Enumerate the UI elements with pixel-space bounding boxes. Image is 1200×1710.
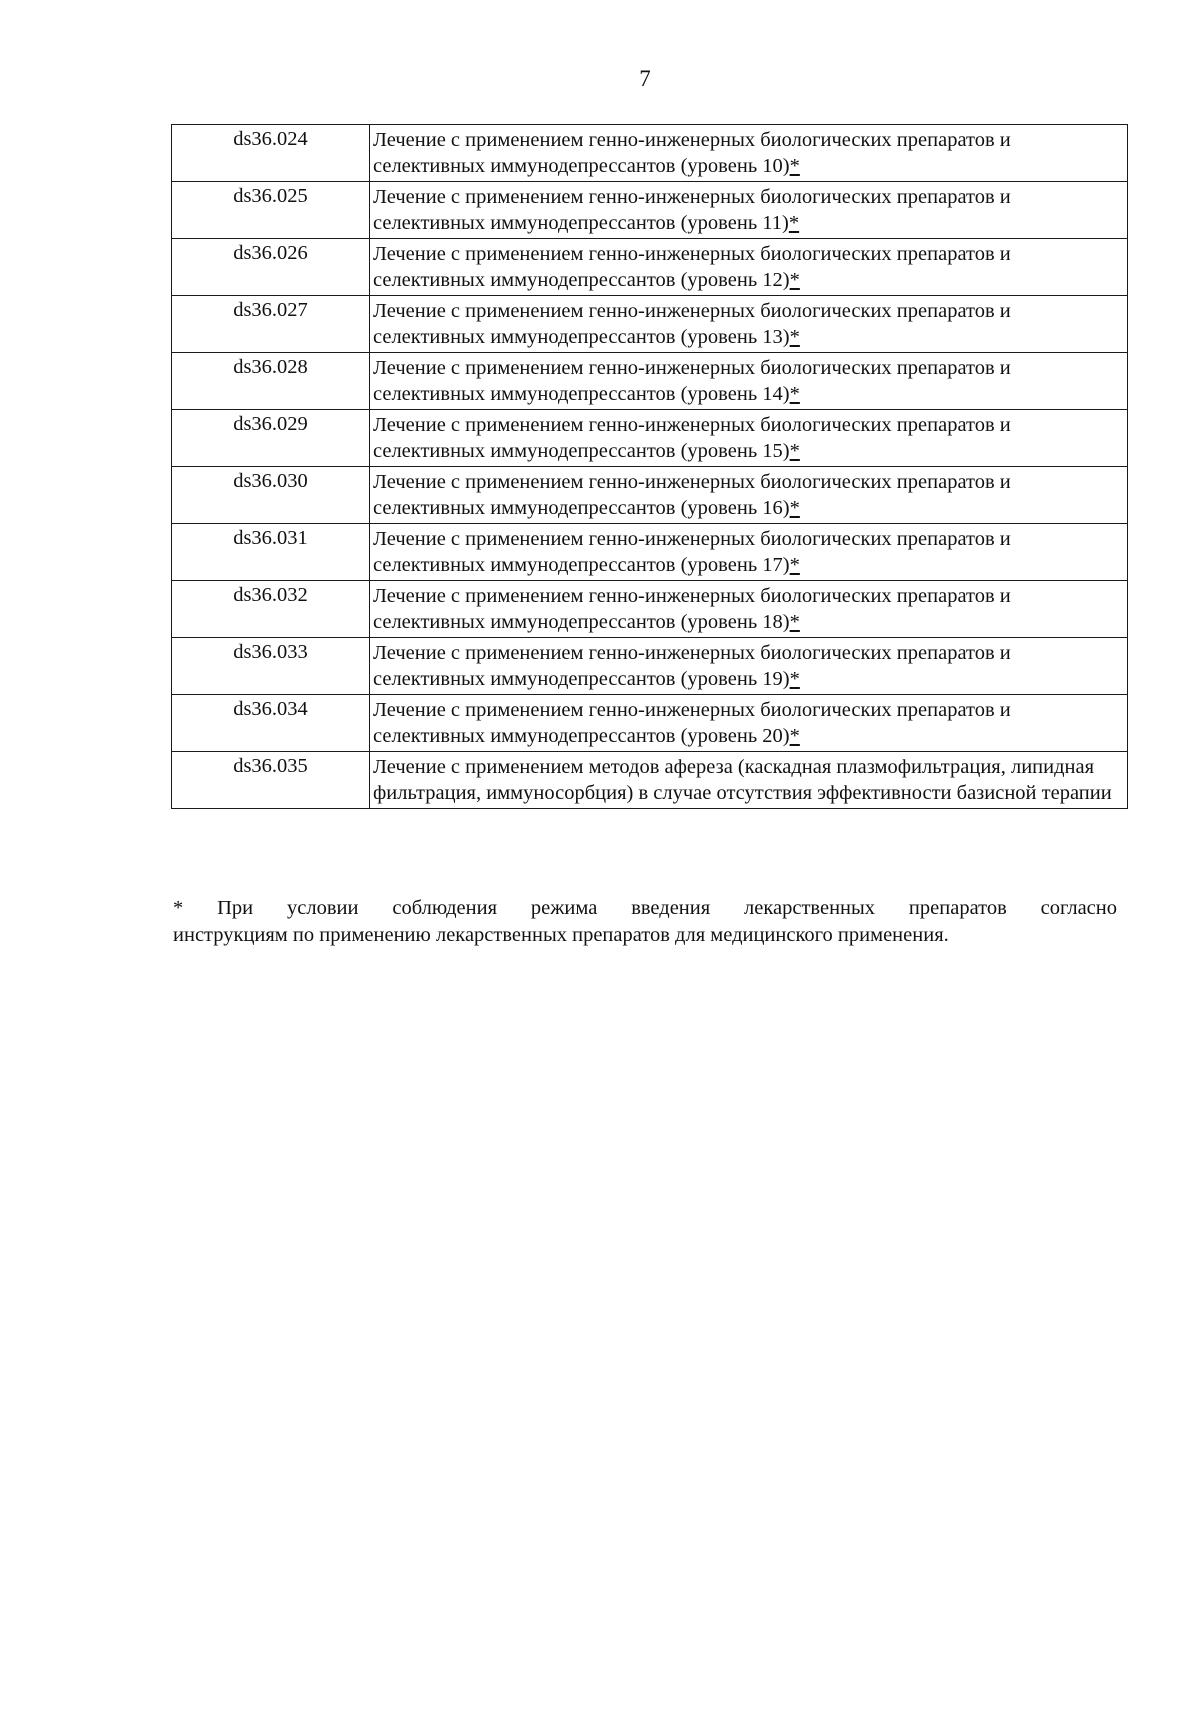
description-line: селективных иммунодепрессантов (уровень 15) — [373, 440, 790, 462]
footnote-marker: * — [789, 383, 800, 405]
description-line: Лечение с применением генно-инженерных биологических препаратов и — [373, 471, 1011, 493]
description-line: Лечение с применением генно-инженерных биологических препаратов и — [373, 129, 1011, 151]
table-row — [172, 524, 1128, 581]
row-code: ds36.030 — [172, 467, 370, 524]
row-code: ds36.032 — [172, 581, 370, 638]
row-description — [370, 296, 1128, 353]
description-line: селективных иммунодепрессантов (уровень 16) — [373, 497, 790, 519]
table-row — [172, 581, 1128, 638]
table-row — [172, 125, 1128, 182]
page-number: 7 — [639, 66, 651, 91]
footnote-line: инструкциям по применению лекарственных препаратов для медицинского применения. — [173, 924, 949, 946]
footnote-marker: * — [789, 440, 800, 462]
description-line: селективных иммунодепрессантов (уровень 17) — [373, 554, 790, 576]
footnote-marker: * — [788, 212, 800, 234]
row-description — [370, 410, 1128, 467]
footnote-marker: * — [789, 269, 800, 291]
table-row — [172, 182, 1128, 239]
footnote-marker: * — [789, 668, 800, 690]
description-line: Лечение с применением генно-инженерных биологических препаратов и — [373, 528, 1011, 550]
table-row — [172, 638, 1128, 695]
description-line: Лечение с применением генно-инженерных биологических препаратов и — [373, 357, 1011, 379]
footnote-marker: * — [789, 155, 800, 177]
row-code: ds36.027 — [172, 296, 370, 353]
table-row — [172, 695, 1128, 752]
row-code: ds36.035 — [172, 752, 370, 809]
row-description — [370, 524, 1128, 581]
description-line: селективных иммунодепрессантов (уровень 18) — [373, 611, 790, 633]
description-line: Лечение с применением генно-инженерных биологических препаратов и — [373, 243, 1011, 265]
row-description — [370, 182, 1128, 239]
row-code: ds36.025 — [172, 182, 370, 239]
description-line: селективных иммунодепрессантов (уровень 14) — [373, 383, 790, 405]
description-line: Лечение с применением генно-инженерных биологических препаратов и — [373, 642, 1011, 664]
row-description — [370, 695, 1128, 752]
row-code: ds36.034 — [172, 695, 370, 752]
row-description — [370, 239, 1128, 296]
description-line: Лечение с применением генно-инженерных биологических препаратов и — [373, 699, 1011, 721]
codes-table — [171, 124, 1128, 809]
row-code: ds36.033 — [172, 638, 370, 695]
footnote-line: * При условии соблюдения режима введения лекарственных препаратов согласно — [173, 897, 1117, 919]
table-row — [172, 467, 1128, 524]
row-description — [370, 125, 1128, 182]
description-line: селективных иммунодепрессантов (уровень 19) — [373, 668, 790, 690]
description-line: селективных иммунодепрессантов (уровень 20) — [373, 725, 790, 747]
description-line: Лечение с применением генно-инженерных биологических препаратов и — [373, 186, 1011, 208]
table-row — [172, 353, 1128, 410]
description-line: селективных иммунодепрессантов (уровень 11) — [373, 212, 789, 234]
table-row — [172, 410, 1128, 467]
row-code: ds36.031 — [172, 524, 370, 581]
row-code: ds36.024 — [172, 125, 370, 182]
description-line: селективных иммунодепрессантов (уровень 13) — [373, 326, 790, 348]
row-description — [370, 581, 1128, 638]
footnote-marker: * — [789, 611, 800, 633]
description-text: Лечение с применением методов афереза (каскадная плазмофильтрация, липидная фильтрация, иммуносорбция) в случае отсутствия эффективности базисной терапии — [373, 756, 1112, 804]
row-description — [370, 353, 1128, 410]
table-row — [172, 239, 1128, 296]
description-line: селективных иммунодепрессантов (уровень 10) — [373, 155, 790, 177]
description-line: Лечение с применением генно-инженерных биологических препаратов и — [373, 300, 1011, 322]
row-code: ds36.029 — [172, 410, 370, 467]
footnote-marker: * — [789, 554, 800, 576]
footnote — [173, 895, 1117, 949]
row-code: ds36.028 — [172, 353, 370, 410]
table-row — [172, 752, 1128, 809]
description-line: Лечение с применением генно-инженерных биологических препаратов и — [373, 414, 1011, 436]
row-description — [370, 752, 1128, 809]
table-row — [172, 296, 1128, 353]
description-line: Лечение с применением генно-инженерных биологических препаратов и — [373, 585, 1011, 607]
footnote-marker: * — [789, 497, 800, 519]
footnote-marker: * — [789, 725, 800, 747]
row-description — [370, 467, 1128, 524]
description-line: селективных иммунодепрессантов (уровень 12) — [373, 269, 790, 291]
row-code: ds36.026 — [172, 239, 370, 296]
row-description — [370, 638, 1128, 695]
footnote-marker: * — [789, 326, 800, 348]
